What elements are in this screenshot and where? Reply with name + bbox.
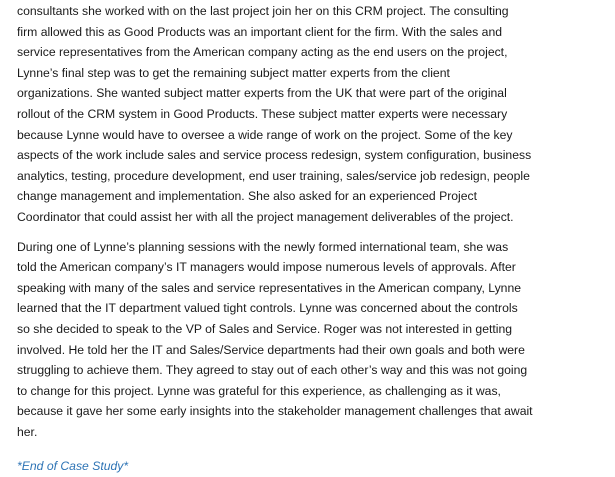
paragraph-1	[17, 1, 601, 228]
text-line: because Lynne would have to oversee a wide range of work on the project. Some of the key	[17, 127, 513, 142]
text-line: because it gave her some early insights into the stakeholder management challenges that await	[17, 404, 533, 419]
text-line: organizations. She wanted subject matter experts from the UK that were part of the original	[17, 86, 507, 101]
text-line: analytics, testing, procedure development, end user training, sales/service job redesign, people	[17, 168, 530, 183]
end-of-case-study-note: *End of Case Study*	[17, 459, 129, 474]
text-line: During one of Lynne’s planning sessions with the newly formed international team, she was	[17, 239, 509, 254]
text-line: told the American company’s IT managers would impose numerous levels of approvals. After	[17, 260, 516, 275]
text-line: Lynne’s final step was to get the remaining subject matter experts from the client	[17, 65, 450, 80]
text-line: involved. He told her the IT and Sales/Service departments had their own goals and both were	[17, 342, 525, 357]
text-line: her.	[17, 424, 38, 439]
text-line: Coordinator that could assist her with all the project management deliverables of the project.	[17, 209, 514, 224]
text-line: so she decided to speak to the VP of Sales and Service. Roger was not interested in getting	[17, 321, 513, 336]
text-line: speaking with many of the sales and service representatives in the American company, Lynne	[17, 280, 522, 295]
text-line: aspects of the work include sales and service process redesign, system configuration, business	[17, 148, 532, 163]
text-line: struggling to achieve them. They agreed to stay out of each other’s way and this was not going	[17, 363, 528, 378]
text-line: consultants she worked with on the last project join her on this CRM project. The consulting	[17, 4, 509, 18]
text-line: learned that the IT department valued tight controls. Lynne was concerned about the controls	[17, 301, 518, 316]
text-line: rollout of the CRM system in Good Products. These subject matter experts were necessary	[17, 106, 508, 121]
text-line: firm allowed this as Good Products was an important client for the firm. With the sales and	[17, 24, 503, 39]
text-line: service representatives from the American company acting as the end users on the project,	[17, 45, 508, 60]
text-line: to change for this project. Lynne was grateful for this experience, as challenging as it was,	[17, 383, 501, 398]
text-line: change management and implementation. She also asked for an experienced Project	[17, 189, 478, 204]
paragraph-2	[17, 237, 601, 443]
